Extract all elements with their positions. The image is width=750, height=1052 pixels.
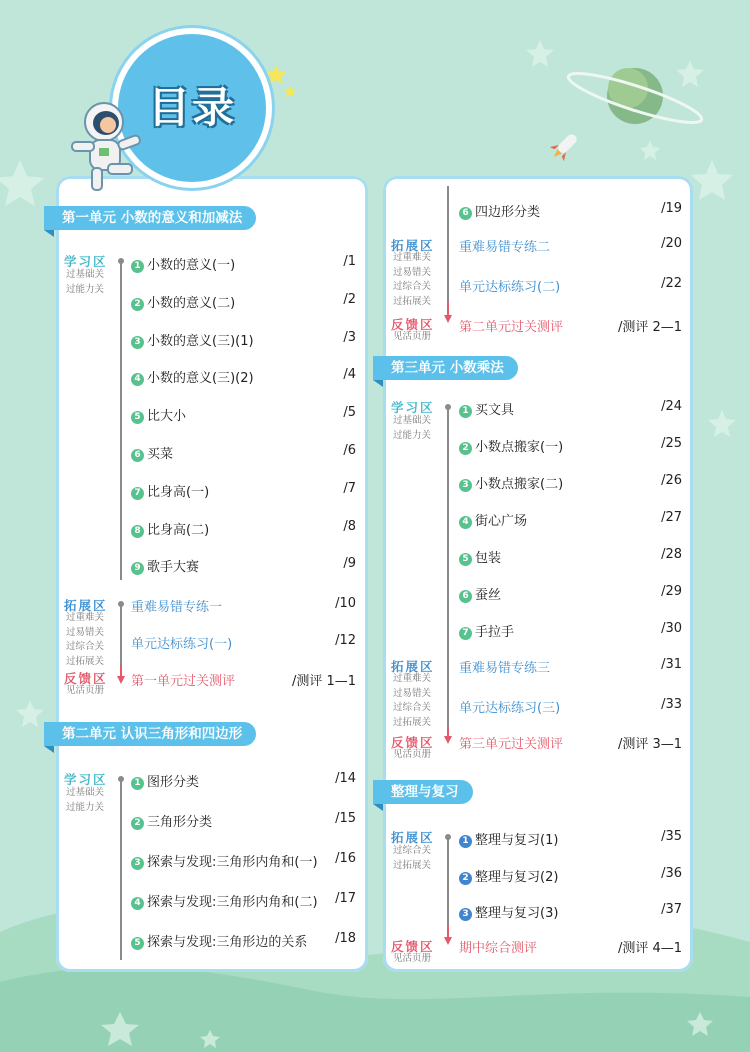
page-number: /28 bbox=[661, 547, 682, 562]
page-number: /12 bbox=[335, 633, 356, 648]
page-number: /15 bbox=[335, 811, 356, 826]
zone-sub-text: 过综合关 bbox=[393, 281, 432, 292]
toc-item-label: 探索与发现:三角形内角和(一) bbox=[147, 855, 318, 870]
toc-item-feedback[interactable]: 第一单元过关测评 bbox=[131, 674, 236, 689]
toc-item[interactable] bbox=[131, 931, 307, 950]
number-badge-icon: 8 bbox=[131, 525, 144, 538]
number-badge-icon: 1 bbox=[131, 777, 144, 790]
number-badge-icon: 1 bbox=[131, 260, 144, 273]
page-number: /31 bbox=[661, 657, 682, 672]
toc-item-expand[interactable]: 重难易错专练三 bbox=[459, 661, 551, 676]
arrow-down-icon bbox=[444, 736, 452, 744]
toc-item[interactable] bbox=[131, 367, 254, 386]
page-number: /25 bbox=[661, 436, 682, 451]
zone-sub-text: 过综合关 bbox=[66, 641, 105, 652]
toc-item-label: 小数的意义(二) bbox=[147, 295, 236, 311]
zone-feedback-sub: 见活页册 bbox=[393, 953, 432, 964]
zone-feedback-label: 反馈区 bbox=[64, 671, 108, 686]
toc-item-feedback[interactable]: 第三单元过关测评 bbox=[459, 737, 564, 752]
number-badge-icon: 2 bbox=[131, 298, 144, 311]
number-badge-icon: 4 bbox=[131, 897, 144, 910]
toc-item-label: 比身高(一) bbox=[147, 484, 210, 500]
toc-item-label: 整理与复习(1) bbox=[475, 833, 559, 848]
zone-sub-text: 过基础关 bbox=[66, 787, 105, 798]
zone-expand-sub bbox=[393, 672, 431, 730]
page-number: /5 bbox=[343, 405, 356, 421]
zone-sub-text: 过能力关 bbox=[66, 283, 105, 295]
review-banner bbox=[373, 780, 473, 804]
yellow-star-icon bbox=[266, 65, 286, 84]
toc-item-label: 蚕丝 bbox=[475, 588, 502, 603]
zone-sub-text: 过拓展关 bbox=[393, 295, 432, 307]
toc-item-expand[interactable]: 重难易错专练二 bbox=[459, 240, 551, 255]
number-badge-icon: 2 bbox=[459, 442, 472, 455]
unit-banner-2 bbox=[44, 722, 256, 746]
toc-item-label: 比大小 bbox=[147, 409, 187, 425]
page-number: /7 bbox=[343, 480, 356, 496]
zone-sub-text: 过能力关 bbox=[66, 801, 105, 813]
toc-item[interactable] bbox=[459, 473, 563, 492]
toc-item-feedback[interactable]: 第二单元过关测评 bbox=[459, 320, 564, 335]
timeline-line bbox=[447, 408, 449, 728]
timeline-line bbox=[447, 728, 449, 736]
page-number: /10 bbox=[335, 596, 356, 611]
page-number: /24 bbox=[661, 399, 682, 414]
toc-item-label: 整理与复习(3) bbox=[475, 906, 559, 921]
zone-sub-text: 过综合关 bbox=[393, 702, 432, 713]
yellow-star-icon bbox=[284, 86, 296, 97]
timeline-line bbox=[447, 838, 449, 926]
zone-learn-sub bbox=[393, 414, 431, 443]
page-number: /8 bbox=[343, 518, 356, 534]
zone-expand-sub bbox=[393, 844, 431, 873]
number-badge-icon: 5 bbox=[131, 411, 144, 424]
toc-item[interactable] bbox=[131, 851, 318, 870]
zone-feedback-label: 反馈区 bbox=[391, 939, 435, 954]
toc-item-label: 比身高(二) bbox=[147, 522, 210, 538]
toc-item-expand[interactable]: 单元达标练习(一) bbox=[131, 637, 233, 652]
arrow-down-icon bbox=[117, 676, 125, 684]
toc-item-label: 小数的意义(一) bbox=[147, 258, 236, 273]
zone-sub-text: 过易错关 bbox=[66, 626, 105, 638]
number-badge-icon: 3 bbox=[459, 479, 472, 492]
toc-item[interactable] bbox=[131, 254, 235, 273]
toc-item[interactable] bbox=[131, 891, 318, 910]
toc-item[interactable] bbox=[459, 201, 540, 220]
zone-expand-label: 拓展区 bbox=[64, 598, 108, 613]
toc-item[interactable] bbox=[459, 902, 558, 921]
toc-item-expand[interactable]: 单元达标练习(三) bbox=[459, 701, 561, 716]
timeline-line bbox=[120, 262, 122, 580]
page-number: /37 bbox=[661, 902, 682, 917]
number-badge-icon: 5 bbox=[131, 937, 144, 950]
timeline-line bbox=[447, 186, 449, 302]
page-number: /19 bbox=[661, 201, 682, 216]
unit-title: 第一单元 小数的意义和加减法 bbox=[62, 210, 243, 226]
zone-feedback-label: 反馈区 bbox=[391, 317, 435, 332]
number-badge-icon: 6 bbox=[459, 207, 472, 220]
zone-expand-sub bbox=[66, 611, 104, 669]
zone-feedback-sub: 见活页册 bbox=[393, 331, 432, 342]
zone-expand-sub bbox=[393, 251, 431, 309]
number-badge-icon: 9 bbox=[131, 562, 144, 575]
page-number: /1 bbox=[343, 254, 356, 269]
toc-item[interactable] bbox=[459, 547, 501, 566]
number-badge-icon: 2 bbox=[459, 872, 472, 885]
zone-learn-label: 学习区 bbox=[64, 772, 108, 787]
page-number: /测评 2—1 bbox=[617, 320, 682, 335]
toc-item-label: 三角形分类 bbox=[147, 815, 213, 830]
toc-item-label: 小数点搬家(一) bbox=[475, 440, 564, 455]
page-number: /22 bbox=[661, 276, 682, 291]
page-number: /6 bbox=[343, 443, 356, 458]
timeline-line bbox=[120, 605, 122, 665]
page-number: /测评 1—1 bbox=[291, 674, 356, 689]
toc-item[interactable] bbox=[131, 771, 199, 790]
zone-sub-text: 过易错关 bbox=[393, 687, 432, 699]
page-number: /33 bbox=[661, 697, 682, 712]
zone-learn-label: 学习区 bbox=[391, 400, 435, 415]
toc-item-label: 歌手大赛 bbox=[147, 560, 200, 576]
number-badge-icon: 3 bbox=[459, 908, 472, 921]
zone-feedback-label: 反馈区 bbox=[391, 735, 435, 750]
page-number: /3 bbox=[343, 329, 356, 345]
zone-expand-label: 拓展区 bbox=[391, 238, 435, 253]
page-number: /30 bbox=[661, 621, 682, 636]
toc-item[interactable] bbox=[131, 556, 199, 575]
unit-title: 整理与复习 bbox=[391, 784, 459, 800]
page-number: /29 bbox=[661, 584, 682, 599]
zone-expand-label: 拓展区 bbox=[391, 830, 435, 845]
toc-item[interactable] bbox=[131, 292, 235, 311]
page-number: /测评 4—1 bbox=[617, 941, 682, 956]
toc-item-label: 图形分类 bbox=[147, 775, 200, 790]
page-number: /4 bbox=[343, 367, 356, 383]
toc-item-label: 探索与发现:三角形边的关系 bbox=[147, 935, 308, 950]
number-badge-icon: 5 bbox=[459, 553, 472, 566]
zone-expand-label: 拓展区 bbox=[391, 659, 435, 674]
toc-item-label: 买菜 bbox=[147, 447, 174, 462]
zone-sub-text: 过综合关 bbox=[393, 845, 432, 856]
toc-item[interactable] bbox=[459, 866, 558, 885]
zone-sub-text: 过重难关 bbox=[393, 252, 432, 263]
timeline-line bbox=[447, 302, 449, 316]
zone-learn-label: 学习区 bbox=[64, 254, 108, 269]
toc-item-label: 探索与发现:三角形内角和(二) bbox=[147, 895, 318, 910]
zone-sub-text: 过重难关 bbox=[393, 673, 432, 684]
toc-item[interactable] bbox=[459, 399, 514, 418]
number-badge-icon: 1 bbox=[459, 405, 472, 418]
zone-sub-text: 过易错关 bbox=[393, 266, 432, 278]
zone-sub-text: 过拓展关 bbox=[393, 716, 432, 728]
number-badge-icon: 3 bbox=[131, 336, 144, 349]
page-number: /36 bbox=[661, 865, 682, 881]
page-number: /14 bbox=[335, 771, 356, 786]
zone-feedback-sub: 见活页册 bbox=[66, 685, 105, 696]
toc-item[interactable] bbox=[131, 330, 254, 349]
number-badge-icon: 1 bbox=[459, 835, 472, 848]
number-badge-icon: 3 bbox=[131, 857, 144, 870]
rocket-icon bbox=[547, 129, 582, 164]
zone-sub-text: 过拓展关 bbox=[393, 859, 432, 871]
page-number: /27 bbox=[661, 510, 682, 525]
unit-title: 第三单元 小数乘法 bbox=[391, 360, 504, 376]
toc-item-label: 小数的意义(三)(1) bbox=[147, 333, 254, 349]
toc-item[interactable] bbox=[459, 584, 501, 603]
zone-sub-text: 过能力关 bbox=[393, 429, 432, 441]
toc-item[interactable] bbox=[459, 621, 514, 640]
toc-item-label: 四边形分类 bbox=[475, 205, 541, 220]
timeline-line bbox=[120, 780, 122, 960]
page-number: /9 bbox=[343, 556, 356, 572]
number-badge-icon: 6 bbox=[131, 449, 144, 462]
number-badge-icon: 4 bbox=[131, 373, 144, 386]
unit-banner-3 bbox=[373, 356, 518, 380]
unit-title: 第二单元 认识三角形和四边形 bbox=[62, 726, 243, 742]
zone-sub-text: 过基础关 bbox=[66, 269, 105, 280]
number-badge-icon: 6 bbox=[459, 590, 472, 603]
toc-item[interactable] bbox=[131, 481, 209, 500]
page-number: /18 bbox=[335, 931, 356, 946]
page-title: 目录 bbox=[147, 83, 236, 132]
zone-learn-sub bbox=[66, 268, 104, 297]
toc-item-label: 小数点搬家(二) bbox=[475, 477, 564, 492]
arrow-down-icon bbox=[444, 937, 452, 945]
toc-item[interactable] bbox=[131, 519, 209, 538]
arrow-down-icon bbox=[444, 315, 452, 323]
toc-item-label: 包装 bbox=[475, 551, 502, 566]
toc-item-expand[interactable]: 单元达标练习(二) bbox=[459, 280, 561, 295]
toc-item[interactable] bbox=[459, 510, 527, 529]
number-badge-icon: 2 bbox=[131, 817, 144, 830]
number-badge-icon: 7 bbox=[459, 627, 472, 640]
toc-item-label: 买文具 bbox=[475, 403, 515, 418]
toc-item-label: 小数的意义(三)(2) bbox=[147, 371, 254, 387]
page-number: /17 bbox=[335, 891, 356, 906]
toc-item[interactable] bbox=[131, 443, 173, 462]
toc-item[interactable] bbox=[131, 811, 212, 830]
page-number: /2 bbox=[343, 291, 356, 307]
unit-banner-1 bbox=[44, 206, 256, 230]
toc-item-label: 街心广场 bbox=[475, 514, 528, 529]
toc-item[interactable] bbox=[131, 405, 186, 424]
page-number: /测评 3—1 bbox=[617, 737, 682, 752]
toc-item-feedback[interactable]: 期中综合测评 bbox=[459, 941, 538, 956]
zone-sub-text: 过拓展关 bbox=[66, 655, 105, 667]
page-number: /20 bbox=[661, 236, 682, 251]
toc-item[interactable] bbox=[459, 436, 563, 455]
astronaut-icon bbox=[66, 96, 152, 196]
page-number: /35 bbox=[661, 829, 682, 844]
toc-item-label: 手拉手 bbox=[475, 625, 515, 640]
number-badge-icon: 7 bbox=[131, 487, 144, 500]
toc-item-expand[interactable]: 重难易错专练一 bbox=[131, 600, 223, 615]
zone-feedback-sub: 见活页册 bbox=[393, 749, 432, 760]
zone-sub-text: 过重难关 bbox=[66, 612, 105, 623]
page-number: /16 bbox=[335, 851, 356, 866]
toc-item-label: 整理与复习(2) bbox=[475, 869, 559, 885]
zone-learn-sub bbox=[66, 786, 104, 815]
toc-item[interactable] bbox=[459, 829, 558, 848]
number-badge-icon: 4 bbox=[459, 516, 472, 529]
page-number: /26 bbox=[661, 473, 682, 488]
zone-sub-text: 过基础关 bbox=[393, 415, 432, 426]
